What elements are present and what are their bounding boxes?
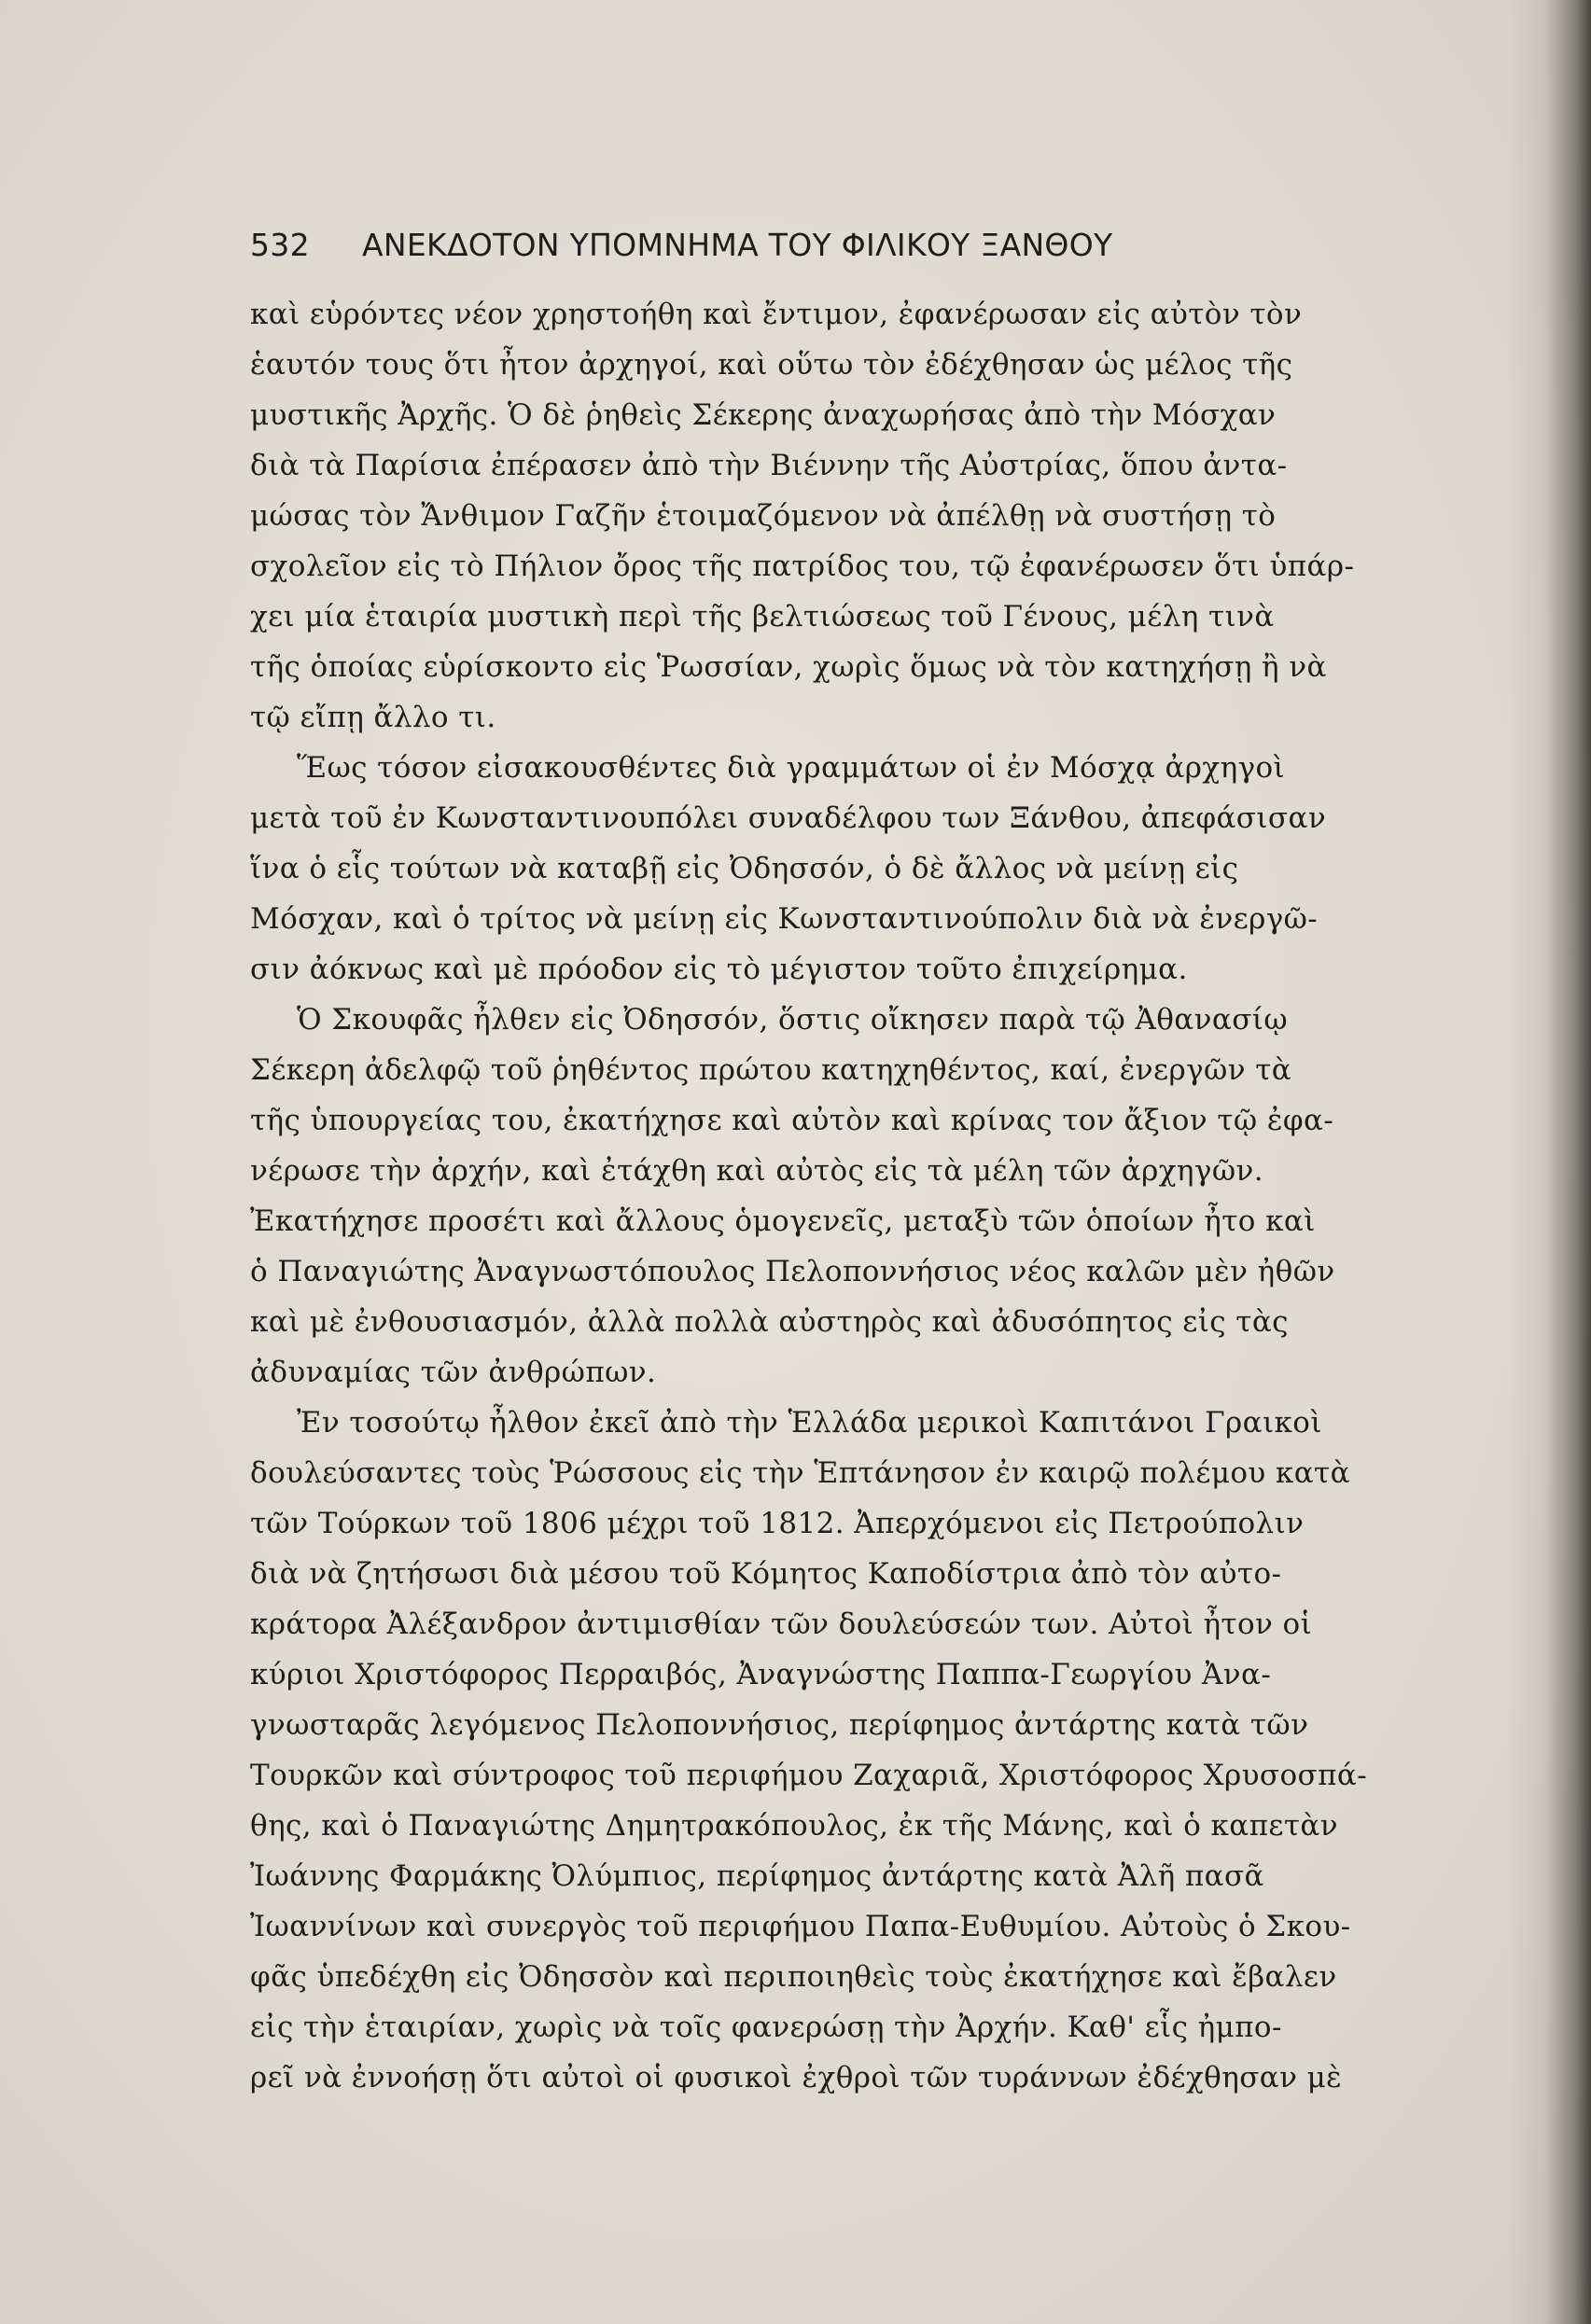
- text-line: τῶν Τούρκων τοῦ 1806 μέχρι τοῦ 1812. Ἀπερχόμενοι εἰς Πετρούπολιν: [250, 1507, 1305, 1540]
- text-line: χει μία ἑταιρία μυστικὴ περὶ τῆς βελτιώσεως τοῦ Γένους, μέλη τινὰ: [250, 600, 1275, 633]
- text-line: ὁ Παναγιώτης Ἀναγνωστόπουλος Πελοποννήσιος νέος καλῶν μὲν ἠθῶν: [250, 1255, 1335, 1288]
- text-line: σχολεῖον εἰς τὸ Πήλιον ὄρος τῆς πατρίδος του, τῷ ἐφανέρωσεν ὅτι ὑπάρ-: [250, 550, 1355, 583]
- text-line: κύριοι Χριστόφορος Περραιβός, Ἀναγνώστης Παππα-Γεωργίου Ἀνα-: [250, 1658, 1272, 1691]
- binding-shadow: [1507, 0, 1591, 2324]
- text-line: Ἰωαννίνων καὶ συνεργὸς τοῦ περιφήμου Παπα-Ευθυμίου. Αὐτοὺς ὁ Σκου-: [250, 1910, 1351, 1943]
- text-line: εἰς τὴν ἑταιρίαν, χωρὶς νὰ τοῖς φανερώσῃ τὴν Ἀρχήν. Καθ' εἷς ἠμπο-: [250, 2011, 1282, 2044]
- running-header: [250, 227, 1370, 270]
- text-line: μυστικῆς Ἀρχῆς. Ὁ δὲ ῥηθεὶς Σέκερης ἀναχωρήσας ἀπὸ τὴν Μόσχαν: [250, 398, 1277, 432]
- page-number: 532: [250, 227, 310, 263]
- text-line: θης, καὶ ὁ Παναγιώτης Δημητρακόπουλος, ἐκ τῆς Μάνης, καὶ ὁ καπετὰν: [250, 1809, 1338, 1843]
- text-line: διὰ τὰ Παρίσια ἐπέρασεν ἀπὸ τὴν Βιέννην τῆς Αὐστρίας, ὅπου ἀντα-: [250, 449, 1288, 482]
- text-line: τῷ εἴπῃ ἄλλο τι.: [250, 701, 496, 734]
- paragraph-first-line: Ὁ Σκουφᾶς ἦλθεν εἰς Ὀδησσόν, ὅστις οἴκησεν παρὰ τῷ Ἀθανασίῳ: [297, 1003, 1289, 1037]
- text-line: τῆς ὑπουργείας του, ἐκατήχησε καὶ αὐτὸν καὶ κρίνας τον ἄξιον τῷ ἐφα-: [250, 1104, 1334, 1137]
- text-line: ρεῖ νὰ ἐννοήσῃ ὅτι αὐτοὶ οἱ φυσικοὶ ἐχθροὶ τῶν τυράννων ἐδέχθησαν μὲ: [250, 2061, 1343, 2094]
- text-line: ἑαυτόν τους ὅτι ἦτον ἀρχηγοί, καὶ οὕτω τὸν ἐδέχθησαν ὡς μέλος τῆς: [250, 348, 1293, 382]
- text-line: μετὰ τοῦ ἐν Κωνσταντινουπόλει συναδέλφου των Ξάνθου, ἀπεφάσισαν: [250, 801, 1327, 835]
- text-line: καὶ εὑρόντες νέον χρηστοήθη καὶ ἔντιμον, ἐφανέρωσαν εἰς αὐτὸν τὸν: [250, 298, 1303, 331]
- text-line: γνωσταρᾶς λεγόμενος Πελοποννήσιος, περίφημος ἀντάρτης κατὰ τῶν: [250, 1708, 1309, 1742]
- text-line: καὶ μὲ ἐνθουσιασμόν, ἀλλὰ πολλὰ αὐστηρὸς καὶ ἀδυσόπητος εἰς τὰς: [250, 1305, 1289, 1339]
- paragraph-first-line: Ἐν τοσούτῳ ἦλθον ἐκεῖ ἀπὸ τὴν Ἑλλάδα μερικοὶ Καπιτάνοι Γραικοὶ: [297, 1406, 1322, 1440]
- text-line: ἀδυναμίας τῶν ἀνθρώπων.: [250, 1356, 657, 1389]
- text-line: Σέκερη ἀδελφῷ τοῦ ῥηθέντος πρώτου κατηχηθέντος, καί, ἐνεργῶν τὰ: [250, 1053, 1292, 1087]
- text-line: φᾶς ὑπεδέχθη εἰς Ὀδησσὸν καὶ περιποιηθεὶς τοὺς ἐκατήχησε καὶ ἔβαλεν: [250, 1960, 1337, 1994]
- text-line: νέρωσε τὴν ἀρχήν, καὶ ἐτάχθη καὶ αὐτὸς εἰς τὰ μέλη τῶν ἀρχηγῶν.: [250, 1154, 1264, 1188]
- text-line: Ἐκατήχησε προσέτι καὶ ἄλλους ὁμογενεῖς, μεταξὺ τῶν ὁποίων ἦτο καὶ: [250, 1204, 1316, 1238]
- paragraph-first-line: Ἕως τόσον εἰσακουσθέντες διὰ γραμμάτων οἱ ἐν Μόσχᾳ ἀρχηγοὶ: [297, 751, 1286, 785]
- text-line: διὰ νὰ ζητήσωσι διὰ μέσου τοῦ Κόμητος Καποδίστρια ἀπὸ τὸν αὐτο-: [250, 1557, 1282, 1591]
- text-line: δουλεύσαντες τοὺς Ῥώσσους εἰς τὴν Ἑπτάνησον ἐν καιρῷ πολέμου κατὰ: [250, 1456, 1350, 1490]
- text-line: Μόσχαν, καὶ ὁ τρίτος νὰ μείνῃ εἰς Κωνσταντινούπολιν διὰ νὰ ἐνεργῶ-: [250, 902, 1319, 936]
- text-line: μώσας τὸν Ἄνθιμον Γαζῆν ἑτοιμαζόμενον νὰ ἀπέλθῃ νὰ συστήσῃ τὸ: [250, 499, 1277, 533]
- text-line: σιν ἀόκνως καὶ μὲ πρόοδον εἰς τὸ μέγιστον τοῦτο ἐπιχείρημα.: [250, 953, 1188, 986]
- text-line: Ἰωάννης Φαρμάκης Ὀλύμπιος, περίφημος ἀντάρτης κατὰ Ἀλῆ πασᾶ: [250, 1859, 1264, 1893]
- text-line: κράτορα Ἀλέξανδρον ἀντιμισθίαν τῶν δουλεύσεών των. Αὐτοὶ ἦτον οἱ: [250, 1607, 1313, 1641]
- text-line: Τουρκῶν καὶ σύντροφος τοῦ περιφήμου Ζαχαριᾶ, Χριστόφορος Χρυσοσπά-: [250, 1759, 1368, 1792]
- text-line: τῆς ὁποίας εὑρίσκοντο εἰς Ῥωσσίαν, χωρὶς ὅμως νὰ τὸν κατηχήσῃ ἢ νὰ: [250, 650, 1327, 684]
- text-line: ἵνα ὁ εἷς τούτων νὰ καταβῇ εἰς Ὀδησσόν, ὁ δὲ ἄλλος νὰ μείνῃ εἰς: [250, 852, 1239, 885]
- running-title: ΑΝΕΚΔΟΤΟΝ ΥΠΟΜΝΗΜΑ ΤΟΥ ΦΙΛΙΚΟΥ ΞΑΝΘΟΥ: [362, 227, 1113, 263]
